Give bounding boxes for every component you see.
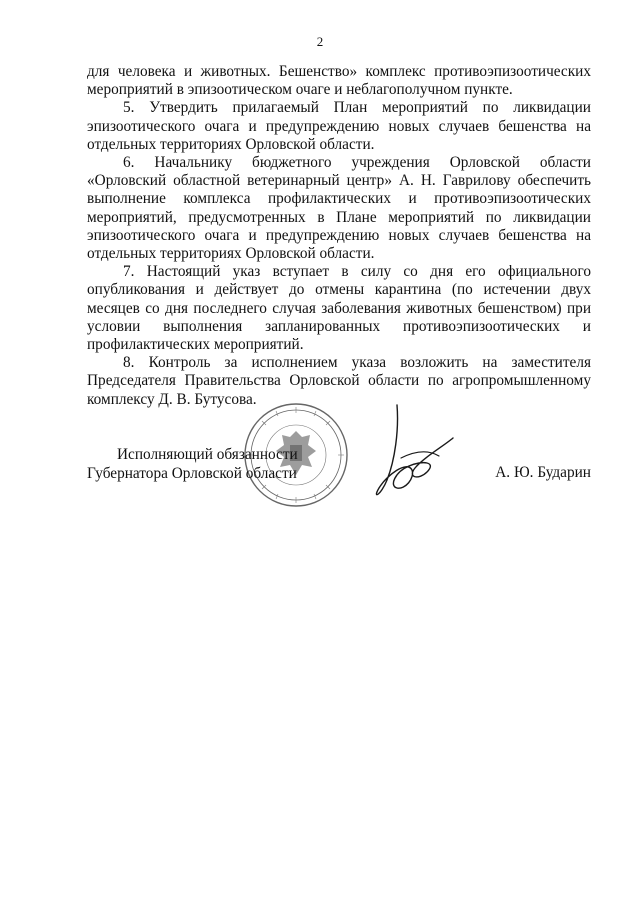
handwritten-signature-icon	[357, 400, 457, 520]
document-body	[87, 63, 591, 409]
page-number: 2	[316, 34, 324, 49]
signatory-title-line1: Исполняющий обязанности	[117, 446, 298, 463]
paragraph-item-5: 5. Утвердить прилагаемый План мероприятий по ликвидации эпизоотического очага и предупреждению новых случаев бешенства на отдельных территориях Орловской области.	[87, 99, 591, 153]
signatory-name: А. Ю. Бударин	[495, 464, 591, 481]
paragraph-continuation: для человека и животных. Бешенство» комплекс противоэпизоотических мероприятий в эпизоотическом очаге и неблагополучном пункте.	[87, 63, 591, 99]
signatory-title	[87, 445, 298, 483]
paragraph-item-8: 8. Контроль за исполнением указа возложить на заместителя Председателя Правительства Орловской области по агропромышленному комплексу Д. В. Бутусова.	[87, 354, 591, 408]
paragraph-item-6: 6. Начальнику бюджетного учреждения Орловской области «Орловский областной ветеринарный центр» А. Н. Гаврилову обеспечить выполнение комплекса профилактических и противоэпизоотических мероприятий, предусмотренных в Плане мероприятий по ликвидации эпизоотического очага и предупреждению новых случаев бешенства на отдельных территориях Орловской области.	[87, 154, 591, 263]
paragraph-item-7: 7. Настоящий указ вступает в силу со дня его официального опубликования и действует до отмены карантина (по истечении двух месяцев со дня последнего случая заболевания животных бешенством) при условии выполнения запланированных противоэпизоотических и профилактических мероприятий.	[87, 263, 591, 354]
signature-block	[87, 445, 591, 535]
signatory-title-line2: Губернатора Орловской области	[87, 465, 297, 482]
